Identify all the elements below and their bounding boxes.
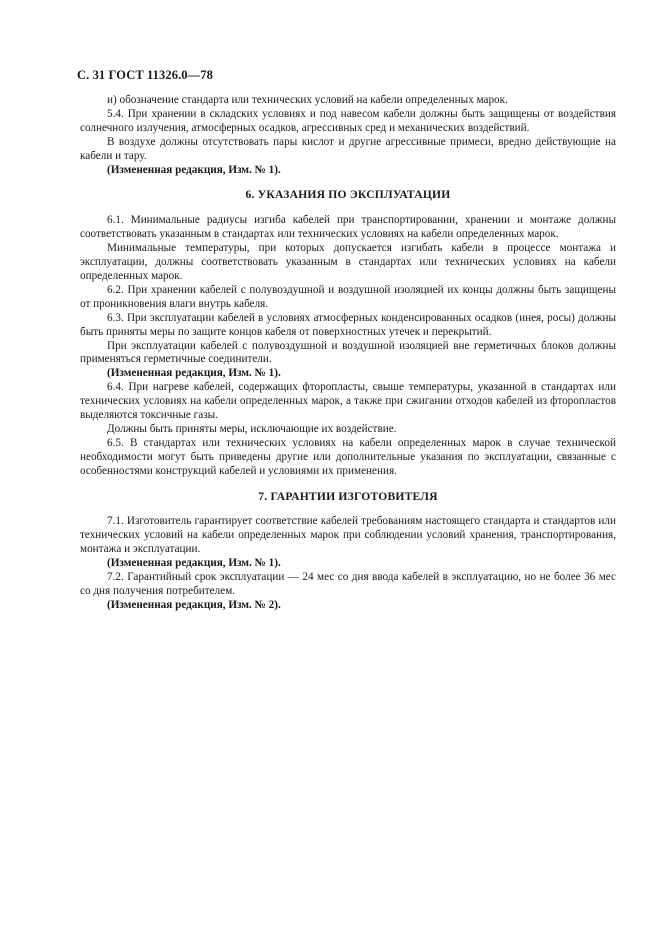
section-6-title: 6. УКАЗАНИЯ ПО ЭКСПЛУАТАЦИИ <box>245 188 451 202</box>
paragraph-6-1: 6.1. Минимальные радиусы изгиба кабелей при транспортировании, хранении и монтаже должны соответствовать указанным в стандартах или технических условиях на кабели определенных марок. <box>80 214 616 241</box>
paragraph-air-requirements: В воздухе должны отсутствовать пары кислот и другие агрессивные примеси, вредно действующие на кабели и тару. <box>80 135 616 162</box>
paragraph-min-temperatures: Минимальные температуры, при которых допускается изгибать кабели в процессе монтажа и эксплуатации, должны соответствовать указанным в стандартах или технических условиях на кабели определенных марок. <box>80 242 616 282</box>
section-7-title: 7. ГАРАНТИИ ИЗГОТОВИТЕЛЯ <box>258 489 438 503</box>
paragraph-6-2: 6.2. При хранении кабелей с полувоздушной и воздушной изоляцией их концы должны быть защищены от проникновения влаги внутрь кабеля. <box>80 283 616 310</box>
paragraph-7-2: 7.2. Гарантийный срок эксплуатации — 24 мес со дня ввода кабелей в эксплуатацию, но не более 36 мес со дня получения потребителем. <box>80 571 616 597</box>
amendment-note: (Измененная редакция, Изм. № 1). <box>107 557 281 570</box>
paragraph-5-4: 5.4. При хранении в складских условиях и под навесом кабели должны быть защищены от воздействия солнечного излучения, атмосферных осадков, агрессивных сред и механических воздействий. <box>80 107 616 134</box>
paragraph-item-i: и) обозначение стандарта или технических условий на кабели определенных марок. <box>107 94 508 106</box>
paragraph-hermetic-connectors: При эксплуатации кабелей с полувоздушной и воздушной изоляцией вне герметичных блоков должны применяться герметичные соединители. <box>80 339 616 366</box>
paragraph-7-1: 7.1. Изготовитель гарантирует соответствие кабелей требованиям настоящего стандарта и стандартов или технических условий на кабели определенных марок при соблюдении условий хранения, транспортирования, монтажа и эксплуатации. <box>80 515 616 556</box>
paragraph-measures: Должны быть приняты меры, исключающие их воздействие. <box>107 422 397 435</box>
paragraph-6-5: 6.5. В стандартах или технических условиях на кабели определенных марок в случае технической необходимости могут быть приведены другие или дополнительные указания по эксплуатации, связанные с особенностями конструкций кабелей и условиями их применения. <box>80 436 616 477</box>
paragraph-6-4: 6.4. При нагреве кабелей, содержащих фторопласты, свыше температуры, указанной в стандартах или технических условиях на кабели определенных марок, а также при сжигании отходов кабелей из фторопластов выделяются токсичные газы. <box>80 381 616 422</box>
amendment-note: (Измененная редакция, Изм. № 2). <box>107 598 281 611</box>
page-header: С. 31 ГОСТ 11326.0—78 <box>77 68 213 82</box>
amendment-note: (Измененная редакция, Изм. № 1). <box>107 163 281 176</box>
paragraph-6-3: 6.3. При эксплуатации кабелей в условиях атмосферных конденсированных осадков (инея, росы) должны быть приняты меры по защите концов кабеля от поверхностных утечек и перекрытий. <box>80 311 616 338</box>
document-body <box>80 94 616 613</box>
amendment-note: (Измененная редакция, Изм. № 1). <box>107 367 281 380</box>
